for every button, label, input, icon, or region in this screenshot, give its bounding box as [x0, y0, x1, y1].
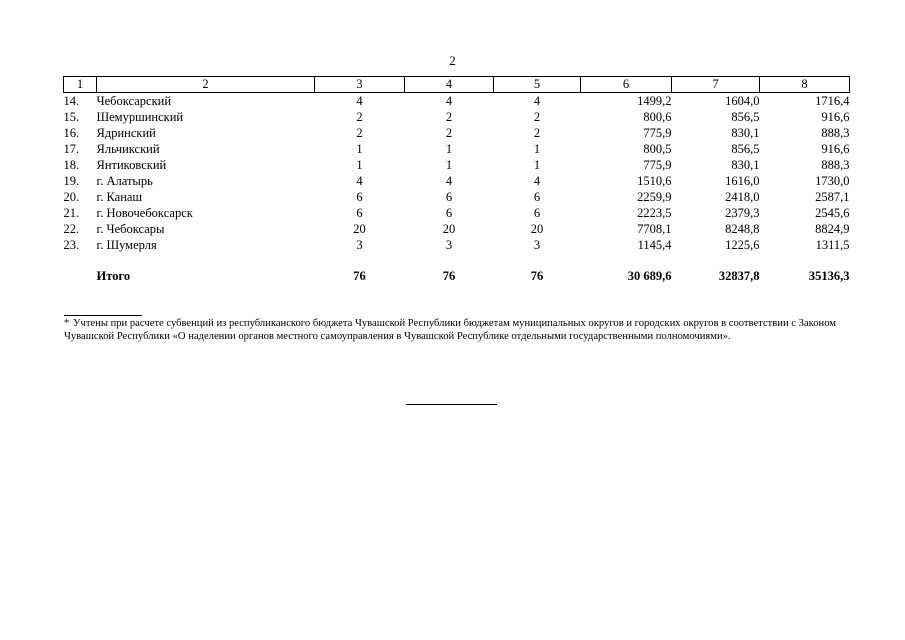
total-label: Итого [96, 269, 131, 283]
municipality-name: г. Шумерля [96, 238, 157, 252]
cell-col6: 1499,2 [637, 94, 672, 108]
row-number: 14. [63, 94, 80, 108]
cell-col5: 1 [533, 158, 541, 172]
cell-col4: 20 [442, 222, 456, 236]
total-number-cell [64, 267, 97, 285]
cell-col3: 20 [353, 222, 366, 236]
column-header-6: 6 [581, 77, 672, 93]
table-row [64, 189, 850, 205]
cell-col7: 2379,3 [725, 206, 760, 220]
cell-col7: 1616,0 [725, 174, 760, 188]
row-number: 16. [63, 126, 80, 140]
cell-col3: 1 [356, 142, 363, 156]
column-header-4: 4 [405, 77, 494, 93]
cell-col5: 20 [530, 222, 544, 236]
cell-col8: 8824,9 [815, 222, 850, 236]
cell-col6: 2223,5 [637, 206, 672, 220]
column-header-3: 3 [315, 77, 405, 93]
cell-col8: 916,6 [821, 142, 850, 156]
table-row [64, 205, 850, 221]
footnote-text: Учтены при расчете субвенций из республиканского бюджета Чувашской Республики бюджетам муниципальных округов и городских округов в соответствии с Законом Чувашской Республики «О наделении органов местного самоуправления в Чувашской Республике отдельными государственными полномочиями». [64, 318, 837, 342]
footnote-mark: * [64, 318, 70, 329]
row-number: 17. [63, 142, 80, 156]
cell-col7: 2418,0 [725, 190, 760, 204]
cell-col5: 4 [533, 94, 541, 108]
cell-col8: 2587,1 [815, 190, 850, 204]
cell-col4: 3 [445, 238, 453, 252]
total-col7: 32837,8 [718, 269, 760, 283]
cell-col4: 6 [445, 206, 453, 220]
municipality-name: Янтиковский [96, 158, 167, 172]
cell-col5: 3 [533, 238, 541, 252]
cell-col3: 6 [356, 206, 363, 220]
footnote [64, 317, 849, 343]
cell-col7: 1604,0 [725, 94, 760, 108]
cell-col3: 2 [356, 110, 363, 124]
cell-col3: 1 [356, 158, 363, 172]
cell-col4: 2 [445, 110, 453, 124]
cell-col8: 2545,6 [815, 206, 850, 220]
table-row [64, 157, 850, 173]
cell-col7: 8248,8 [725, 222, 760, 236]
cell-col3: 3 [356, 238, 363, 252]
table-row [64, 237, 850, 253]
table-row [64, 93, 850, 110]
cell-col3: 2 [356, 126, 363, 140]
column-header-1: 1 [64, 77, 97, 93]
municipality-name: г. Канаш [96, 190, 143, 204]
cell-col6: 800,6 [643, 110, 672, 124]
cell-col5: 1 [533, 142, 541, 156]
row-number: 20. [63, 190, 80, 204]
table-row [64, 141, 850, 157]
cell-col6: 800,5 [643, 142, 672, 156]
cell-col4: 2 [445, 126, 453, 140]
page-number: 2 [449, 53, 456, 68]
cell-col8: 888,3 [821, 126, 850, 140]
cell-col7: 856,5 [731, 142, 760, 156]
row-number: 21. [63, 206, 80, 220]
cell-col7: 830,1 [731, 126, 760, 140]
table-row [64, 221, 850, 237]
cell-col8: 916,6 [821, 110, 850, 124]
row-number: 19. [63, 174, 80, 188]
municipality-name: г. Новочебоксарск [96, 206, 193, 220]
municipality-name: Шемуршинский [96, 110, 184, 124]
data-table [63, 76, 850, 285]
cell-col5: 6 [533, 190, 541, 204]
total-col5: 76 [530, 269, 544, 283]
cell-col5: 6 [533, 206, 541, 220]
total-col3: 76 [353, 269, 366, 283]
cell-col4: 1 [445, 158, 453, 172]
table-row [64, 109, 850, 125]
cell-col7: 856,5 [731, 110, 760, 124]
cell-col6: 1510,6 [637, 174, 672, 188]
cell-col3: 6 [356, 190, 363, 204]
cell-col8: 1730,0 [815, 174, 850, 188]
cell-col4: 4 [445, 94, 453, 108]
municipality-name: г. Алатырь [96, 174, 153, 188]
total-col4: 76 [442, 269, 456, 283]
column-header-7: 7 [672, 77, 760, 93]
column-header-8: 8 [760, 77, 850, 93]
cell-col5: 2 [533, 110, 541, 124]
cell-col4: 1 [445, 142, 453, 156]
cell-col3: 4 [356, 94, 363, 108]
header-row [64, 77, 850, 93]
cell-col8: 1716,4 [815, 94, 850, 108]
cell-col6: 2259,9 [637, 190, 672, 204]
row-number: 22. [63, 222, 80, 236]
end-divider [406, 404, 497, 405]
municipality-name: Яльчикский [96, 142, 160, 156]
table-row [64, 173, 850, 189]
cell-col7: 1225,6 [725, 238, 760, 252]
total-row [64, 267, 850, 285]
row-number: 18. [63, 158, 80, 172]
column-header-5: 5 [494, 77, 581, 93]
row-number: 23. [63, 238, 80, 252]
cell-col4: 6 [445, 190, 453, 204]
municipality-name: Ядринский [96, 126, 156, 140]
cell-col8: 888,3 [821, 158, 850, 172]
total-col6: 30 689,6 [627, 269, 672, 283]
municipality-name: Чебоксарский [96, 94, 172, 108]
cell-col5: 2 [533, 126, 541, 140]
cell-col8: 1311,5 [815, 238, 850, 252]
cell-col6: 775,9 [643, 158, 672, 172]
total-col8: 35136,3 [808, 269, 850, 283]
row-number: 15. [63, 110, 80, 124]
column-header-2: 2 [97, 77, 315, 93]
footnote-divider [64, 315, 142, 316]
cell-col6: 775,9 [643, 126, 672, 140]
spacer-row [64, 253, 850, 267]
cell-col3: 4 [356, 174, 363, 188]
table-row [64, 125, 850, 141]
cell-col4: 4 [445, 174, 453, 188]
cell-col6: 7708,1 [637, 222, 672, 236]
spacer-cell [64, 253, 850, 267]
municipality-name: г. Чебоксары [96, 222, 165, 236]
cell-col5: 4 [533, 174, 541, 188]
cell-col6: 1145,4 [637, 238, 672, 252]
cell-col7: 830,1 [731, 158, 760, 172]
